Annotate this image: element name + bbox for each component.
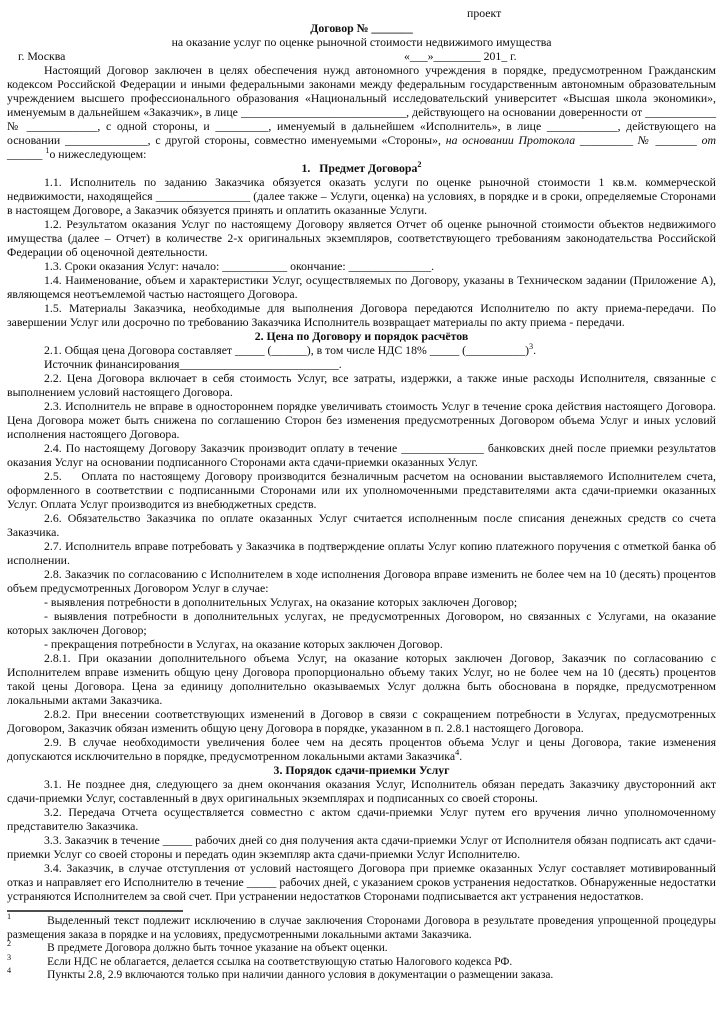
footnote-1	[7, 912, 716, 942]
footnote-1-text: Выделенный текст подлежит исключению в случае заключения Сторонами Договора в результате проведения упрощенной процедуры размещения заказа в порядке и на условиях, предусмотренными локальными актами Заказчика.	[7, 915, 716, 941]
footnote-3-number: 3	[7, 952, 12, 962]
clause-2-1	[7, 343, 716, 357]
date-blank: «___»________ 201_ г.	[404, 49, 517, 63]
footnote-ref-1: 1	[45, 146, 50, 156]
footnote-3	[7, 952, 716, 970]
footnote-2	[7, 939, 716, 956]
section-1-heading-text: 1. Предмет Договора	[301, 161, 418, 175]
intro-paragraph	[7, 63, 716, 161]
contract-subtitle: на оказание услуг по оценке рыночной стоимости недвижимого имущества	[171, 35, 552, 49]
clause-3-4: 3.4. Заказчик, в случае отступления от условий настоящего Договора при приемке оказанных Услуг составляет мотивированный отказ и направляет его Исполнителю в течение _____ рабочих дней, с указанием сроков устранения недостатков. Обнаруженные недостатки устраняются Исполнителем за свой счет. При устранении недостатков Сторонами подписывается акт устранения недостатков.	[7, 861, 716, 903]
clause-2-8-1: 2.8.1. При оказании дополнительного объема Услуг, на оказание которых заключен Договор, Заказчик по согласованию с Исполнителем вправе изменить общую цену Договора пропорционально объему таких Услуг, но не более чем на 10 (десять) процентов такой цены Договора. Цена за единицу дополнительно оказываемых Услуг должна быть обоснована в порядке, предусмотренном локальными актами Заказчика.	[7, 651, 716, 707]
intro-text: Настоящий Договор заключен в целях обеспечения нужд автономного учреждения в порядке, предусмотренном Гражданским кодексом Российской Федерации и иными федеральными законами между федеральным государственным автономным образовательным учреждением высшего профессионального образования «Национальный исследовательский университет «Высшая школа экономики», именуемым в дальнейшем «Заказчик», в лице ____________________________, действующего на основании доверенности от ____________ № ____________, с одной стороны, и _________, именуемый в дальнейшем «Исполнитель», в лице ____________, действующего на основании ______________, с другой стороны, совместно именуемыми «Стороны»,	[7, 63, 716, 147]
footnote-3-text: Если НДС не облагается, делается ссылка на соответствующую статью Налогового кодекса РФ.	[47, 955, 513, 968]
clause-1-3: 1.3. Сроки оказания Услуг: начало: ___________ окончание: ______________.	[44, 259, 435, 273]
funding-source-line: Источник финансирования___________________________.	[44, 357, 342, 371]
clause-2-6: 2.6. Обязательство Заказчика по оплате оказанных Услуг считается исполненным после списания денежных средств со счета Заказчика.	[7, 511, 716, 539]
footnote-4	[7, 966, 716, 983]
clause-2-5: 2.5. Оплата по настоящему Договору производится безналичным расчетом на основании выставляемого Исполнителем счета, оформленного в соответствии с подписанными Сторонами или их уполномоченными представителями акта сдачи-приемки оказанных Услуг. Оплата Услуг производится из внебюджетных средств.	[7, 469, 716, 511]
footnote-2-text: В предмете Договора должно быть точное указание на объект оценки.	[47, 942, 388, 955]
place-date-line	[7, 49, 716, 63]
clause-3-1: 3.1. Не позднее дня, следующего за днем окончания оказания Услуг, Исполнитель обязан передать Заказчику двусторонний акт сдачи-приемки Услуг, составленный в двух оригинальных экземплярах и подписанных со своей стороны.	[7, 777, 716, 805]
footnote-ref-2: 2	[417, 160, 422, 170]
footnote-ref-3: 3	[529, 342, 534, 352]
section-1-heading	[7, 161, 716, 175]
footnotes-block	[7, 910, 716, 983]
clause-1-4: 1.4. Наименование, объем и характеристики Услуг, осуществляемых по Договору, указаны в Техническом задании (Приложение А), являющемся неотъемлемой частью настоящего Договора.	[7, 273, 716, 301]
clause-2-8-bullet-3: - прекращения потребности в Услугах, на оказание которых заключен Договор.	[44, 637, 443, 651]
clause-2-2: 2.2. Цена Договора включает в себя стоимость Услуг, все затраты, издержки, а также иные расходы Исполнителя, связанные с выполнением условий настоящего Договора.	[7, 371, 716, 399]
clause-2-7: 2.7. Исполнитель вправе потребовать у Заказчика в подтверждение оплаты Услуг копию платежного поручения с отметкой банка об исполнении.	[7, 539, 716, 567]
clause-2-3: 2.3. Исполнитель не вправе в одностороннем порядке увеличивать стоимость Услуг в течение срока действия настоящего Договора. Цена Договора может быть снижена по соглашению Сторон без изменения предусмотренных Договором объема Услуг и иных условий исполнения настоящего Договора.	[7, 399, 716, 441]
clause-1-1: 1.1. Исполнитель по заданию Заказчика обязуется оказать услуги по оценке рыночной стоимости 1 кв.м. коммерческой недвижимости, находящейся ________________ (далее также – Услуги, оценка) на условиях, в порядке и в сроки, определяемые Сторонами в настоящем Договоре, а Заказчик обязуется принять и оплатить оказанные Услуги.	[7, 175, 716, 217]
clause-2-9	[7, 735, 716, 763]
section-2-heading: 2. Цена по Договору и порядок расчётов	[254, 329, 469, 343]
clause-2-8-bullet-2: - выявления потребности в дополнительных услугах, не предусмотренных Договором, но связанных с Услугами, на оказание которых заключен Договор;	[7, 609, 716, 637]
draft-label: проект	[467, 6, 502, 20]
intro-tail: о нижеследующем:	[49, 147, 147, 161]
clause-2-8-2: 2.8.2. При внесении соответствующих изменений в Договор в связи с сокращением потребности в Услугах, предусмотренных Договором, Заказчик обязан изменить общую цену Договора в порядке, указанном в п. 2.8.1 настоящего Договора.	[7, 707, 716, 735]
clause-2-4: 2.4. По настоящему Договору Заказчик производит оплату в течение ______________ банковских дней после приемки результатов оказания Услуг на основании подписанного Сторонами акта сдачи-приемки оказанных Услуг.	[7, 441, 716, 469]
section-3-heading: 3. Порядок сдачи-приемки Услуг	[273, 763, 450, 777]
clause-2-1-period: .	[533, 343, 537, 357]
clause-1-5: 1.5. Материалы Заказчика, необходимые для выполнения Договора передаются Исполнителю по акту приема-передачи. По завершении Услуг или досрочно по требованию Заказчика Исполнитель возвращает материалы по акту приема - передачи.	[7, 301, 716, 329]
footnote-ref-4: 4	[455, 748, 460, 758]
clause-2-8: 2.8. Заказчик по согласованию с Исполнителем в ходе исполнения Договора вправе изменить не более чем на 10 (десять) процентов объем предусмотренных Договором Услуг в случае:	[7, 567, 716, 595]
clause-3-3: 3.3. Заказчик в течение _____ рабочих дней со дня получения акта сдачи-приемки Услуг от Исполнителя обязан подписать акт сдачи-приемки Услуг со своей стороны и передать один экземпляр акта сдачи-приемки Услуг Исполнителю.	[7, 833, 716, 861]
footnote-separator	[7, 910, 183, 912]
intro-protocol-italic: на основании Протокола _________ № _______ от ______	[7, 133, 717, 161]
clause-2-8-bullet-1: - выявления потребности в дополнительных Услугах, на оказание которых заключен Договор;	[44, 595, 518, 609]
footnote-4-text: Пункты 2.8, 2.9 включаются только при наличии данного условия в документации о размещении заказа.	[47, 969, 554, 982]
clause-2-9-period: .	[459, 749, 463, 763]
clause-3-2: 3.2. Передача Отчета осуществляется совместно с актом сдачи-приемки Услуг путем его вручения лично уполномоченному представителю Заказчика.	[7, 805, 716, 833]
footnote-4-number: 4	[7, 966, 12, 976]
footnote-2-number: 2	[7, 939, 12, 949]
clause-2-9-text: 2.9. В случае необходимости увеличения более чем на десять процентов объема Услуг и цены Договора, такие изменения допускаются исключительно в порядке, предусмотренном локальными актами Заказчика	[7, 735, 716, 763]
contract-title: Договор № _______	[310, 21, 413, 35]
footnote-1-number: 1	[7, 912, 12, 922]
place-label: г. Москва	[18, 49, 66, 63]
clause-1-2: 1.2. Результатом оказания Услуг по настоящему Договору является Отчет об оценке рыночной стоимости объектов недвижимого имущества (далее – Отчет) в количестве 2-х оригинальных экземпляров, соответствующего требованиям законодательства Российской Федерации об оценочной деятельности.	[7, 217, 716, 259]
clause-2-1-text: 2.1. Общая цена Договора составляет _____ (______), в том числе НДС 18% _____ (__________)	[44, 343, 530, 357]
